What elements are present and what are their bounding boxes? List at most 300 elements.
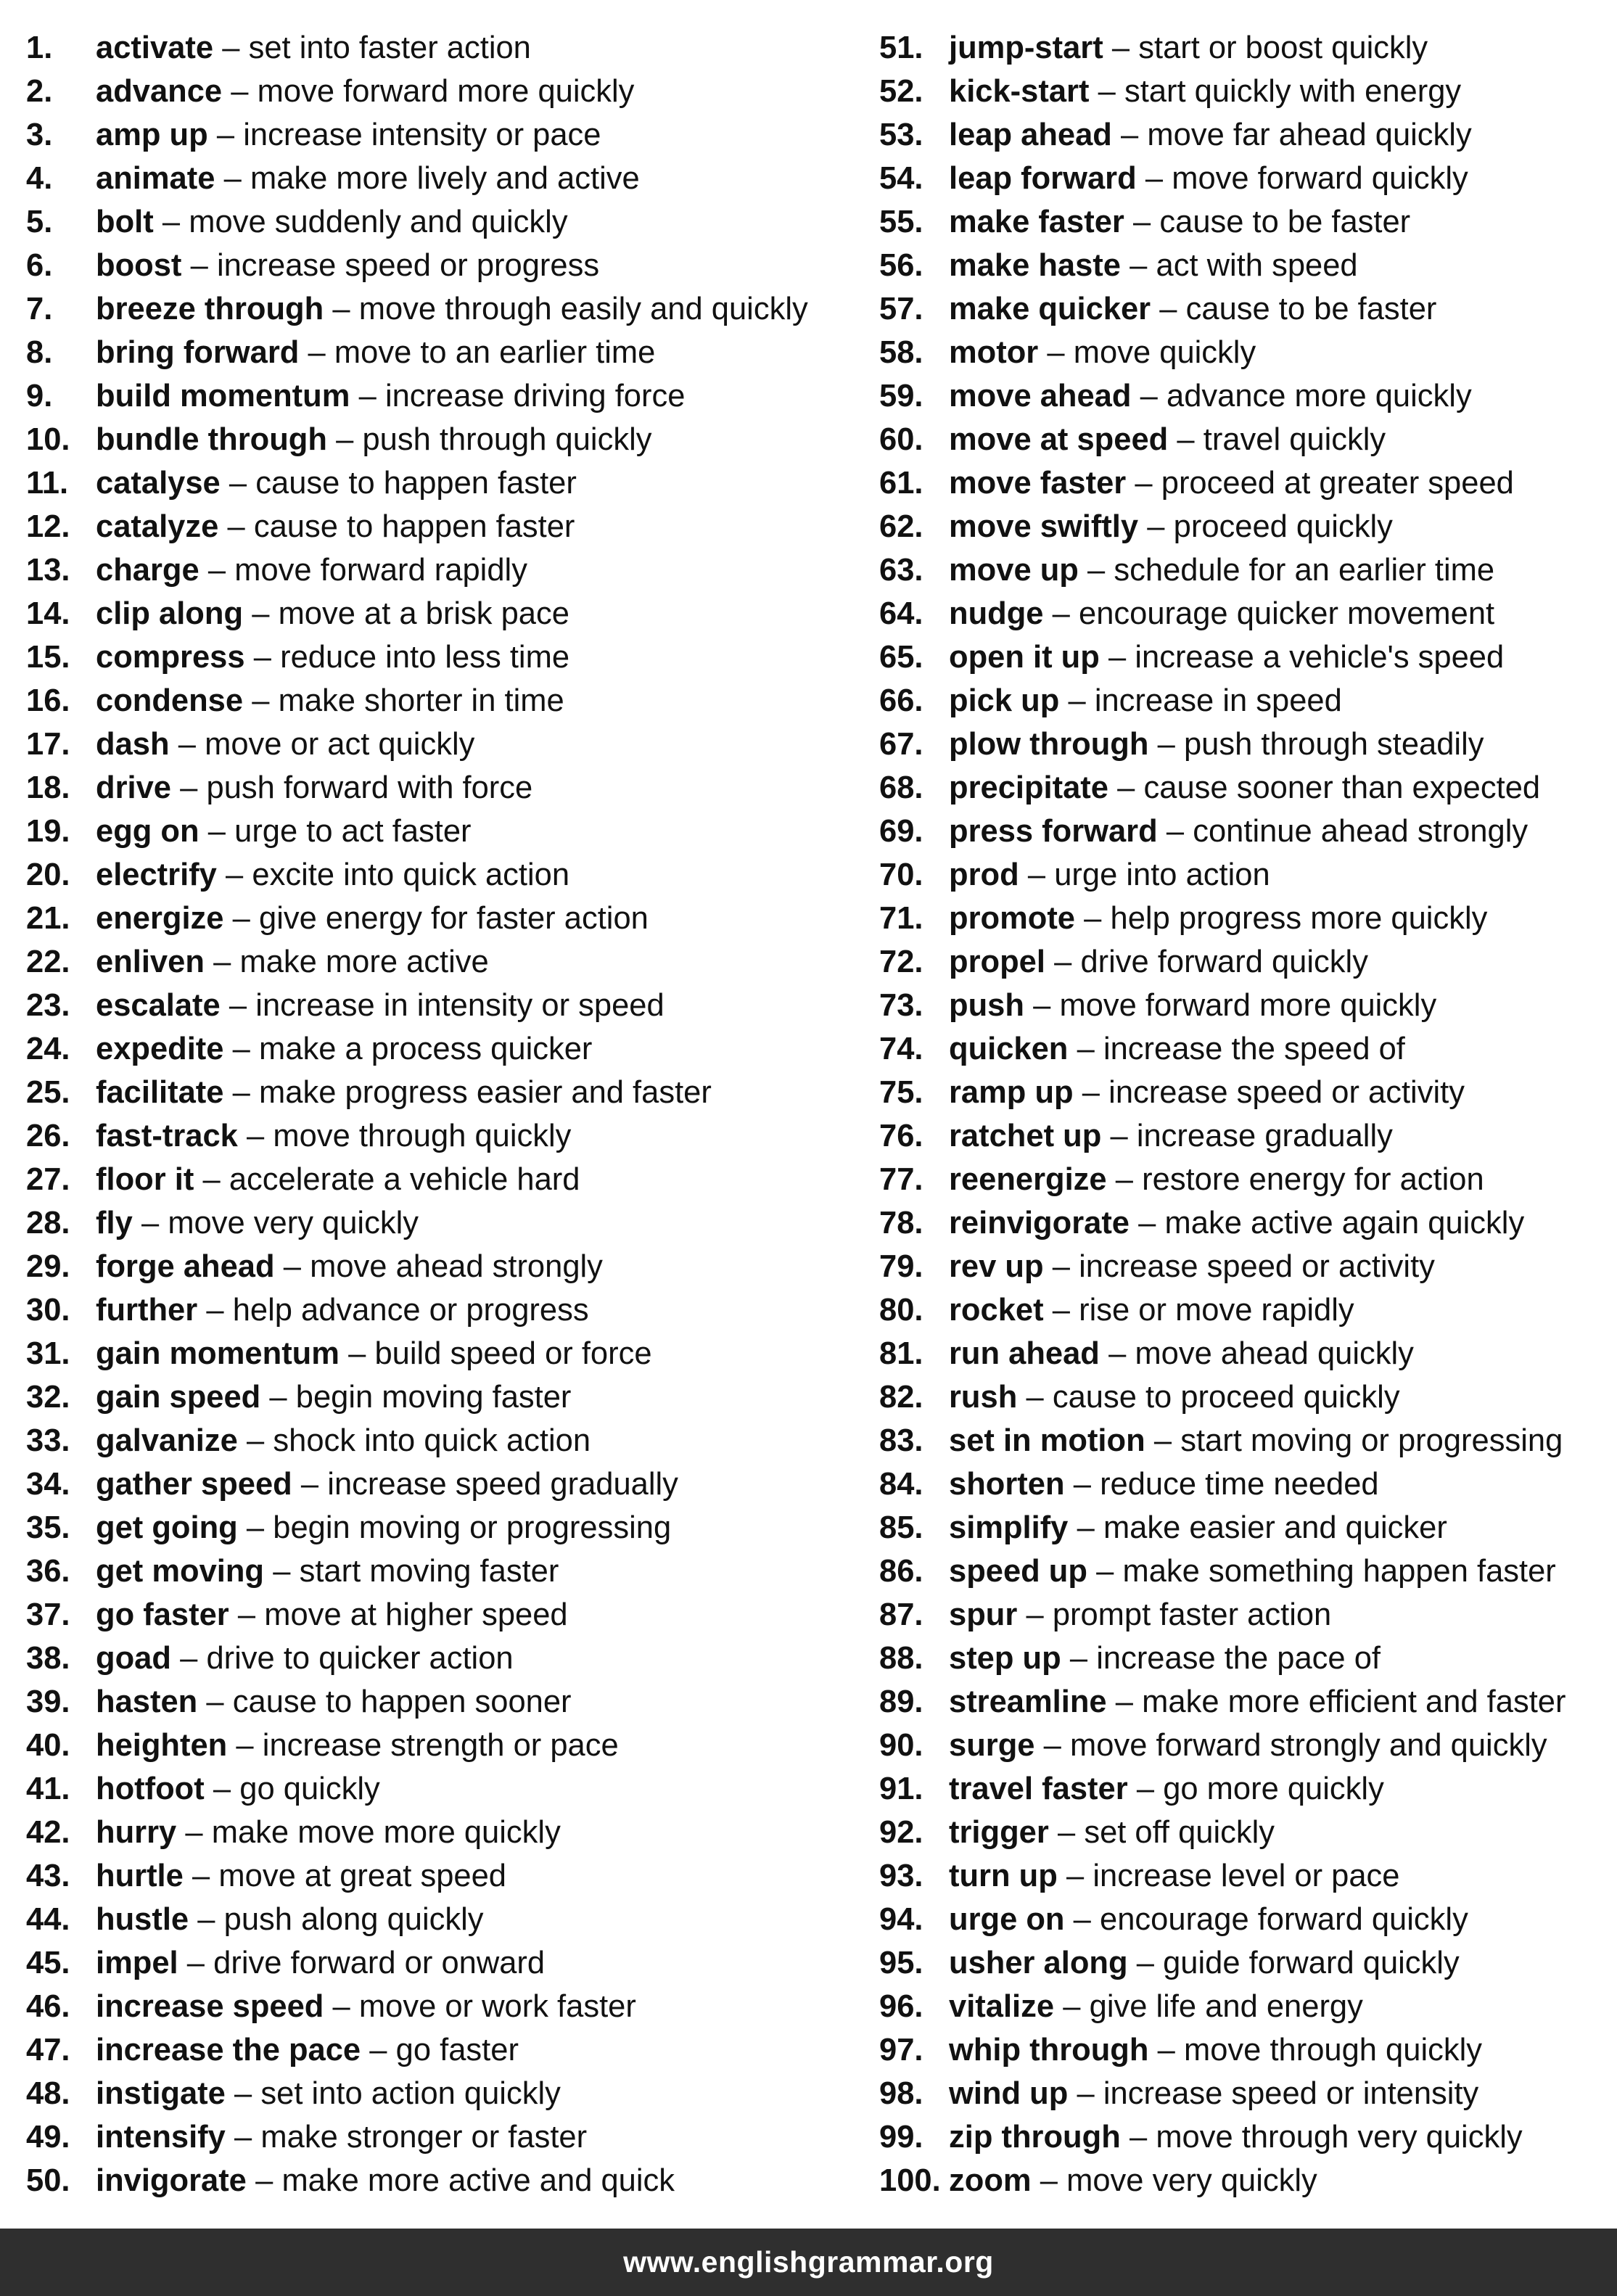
item-number: 65.: [879, 640, 923, 675]
item-definition: increase speed or activity: [1079, 1249, 1435, 1284]
item-dash: –: [1084, 901, 1102, 936]
item-word: escalate: [96, 988, 221, 1023]
item-number: 28.: [26, 1206, 70, 1240]
item-word: egg on: [96, 814, 199, 849]
item-word: nudge: [949, 596, 1044, 631]
item-word: hasten: [96, 1684, 198, 1719]
item-word: move ahead: [949, 379, 1132, 413]
item-definition: move at great speed: [218, 1859, 506, 1893]
item-number: 5.: [26, 205, 53, 239]
item-definition: build speed or force: [374, 1336, 652, 1371]
item-number: 27.: [26, 1162, 70, 1197]
item-word: gain momentum: [96, 1336, 340, 1371]
item-definition: move forward rapidly: [234, 553, 527, 588]
item-dash: –: [1157, 727, 1175, 762]
item-dash: –: [1063, 1989, 1081, 2024]
list-item: [879, 505, 1605, 548]
item-dash: –: [1108, 640, 1127, 675]
item-definition: increase speed or intensity: [1103, 2076, 1479, 2111]
item-number: 74.: [879, 1032, 923, 1066]
item-definition: move very quickly: [168, 1206, 419, 1240]
item-definition: make easier and quicker: [1103, 1510, 1447, 1545]
item-number: 81.: [879, 1336, 923, 1371]
item-dash: –: [180, 770, 198, 805]
list-item: [26, 1680, 860, 1724]
item-number: 16.: [26, 683, 70, 718]
list-item: [879, 1027, 1605, 1071]
list-item: [26, 1419, 860, 1462]
item-word: turn up: [949, 1859, 1058, 1893]
item-number: 87.: [879, 1597, 923, 1632]
item-word: impel: [96, 1946, 178, 1980]
item-number: 37.: [26, 1597, 70, 1632]
item-definition: push forward with force: [206, 770, 533, 805]
list-item: [26, 1724, 860, 1767]
item-definition: drive forward or onward: [213, 1946, 546, 1980]
list-item: [26, 2159, 860, 2202]
item-number: 68.: [879, 770, 923, 805]
list-item: [879, 940, 1605, 984]
item-number: 18.: [26, 770, 70, 805]
item-definition: make stronger or faster: [260, 2120, 588, 2155]
item-number: 48.: [26, 2076, 70, 2111]
item-dash: –: [1110, 1119, 1128, 1153]
item-definition: set off quickly: [1084, 1815, 1275, 1850]
item-definition: move ahead strongly: [310, 1249, 603, 1284]
item-dash: –: [332, 292, 350, 326]
list-item: [26, 1071, 860, 1114]
item-dash: –: [180, 1641, 198, 1676]
item-number: 93.: [879, 1859, 923, 1893]
footer-url[interactable]: www.englishgrammar.org: [623, 2245, 994, 2279]
list-item: [879, 113, 1605, 157]
item-number: 36.: [26, 1554, 70, 1589]
item-dash: –: [207, 553, 226, 588]
list-item: [26, 1245, 860, 1288]
list-item: [879, 1419, 1605, 1462]
item-word: facilitate: [96, 1075, 224, 1110]
item-number: 32.: [26, 1380, 70, 1415]
list-item: [26, 1550, 860, 1593]
item-definition: make more efficient and faster: [1142, 1684, 1566, 1719]
list-item: [879, 679, 1605, 723]
item-word: amp up: [96, 118, 208, 152]
item-number: 20.: [26, 857, 70, 892]
item-number: 23.: [26, 988, 70, 1023]
item-number: 35.: [26, 1510, 70, 1545]
item-number: 90.: [879, 1728, 923, 1763]
item-dash: –: [1140, 379, 1158, 413]
item-number: 70.: [879, 857, 923, 892]
list-item: [26, 984, 860, 1027]
item-number: 44.: [26, 1902, 70, 1937]
item-definition: go more quickly: [1163, 1772, 1384, 1806]
item-word: increase speed: [96, 1989, 324, 2024]
item-word: travel faster: [949, 1772, 1128, 1806]
item-word: condense: [96, 683, 244, 718]
list-item: [879, 157, 1605, 200]
item-definition: increase speed or progress: [216, 248, 600, 283]
list-item: [26, 331, 860, 374]
item-word: plow through: [949, 727, 1149, 762]
item-word: catalyse: [96, 466, 221, 501]
item-dash: –: [1096, 1554, 1114, 1589]
item-number: 78.: [879, 1206, 923, 1240]
item-dash: –: [141, 1206, 160, 1240]
item-definition: make more active: [239, 945, 489, 979]
item-word: hurry: [96, 1815, 177, 1850]
item-dash: –: [206, 1293, 224, 1328]
list-item: [26, 1114, 860, 1158]
item-definition: act with speed: [1156, 248, 1358, 283]
item-number: 98.: [879, 2076, 923, 2111]
word-list-right-column: [879, 26, 1605, 2202]
item-dash: –: [1121, 118, 1139, 152]
item-dash: –: [369, 2033, 387, 2067]
item-definition: move forward strongly and quickly: [1070, 1728, 1547, 1763]
item-word: electrify: [96, 857, 217, 892]
item-dash: –: [186, 1946, 205, 1980]
item-number: 86.: [879, 1554, 923, 1589]
item-definition: cause to happen faster: [255, 466, 577, 501]
item-dash: –: [1111, 30, 1130, 65]
item-dash: –: [1115, 1684, 1133, 1719]
item-dash: –: [247, 1119, 265, 1153]
item-number: 19.: [26, 814, 70, 849]
item-dash: –: [1057, 1815, 1076, 1850]
item-number: 67.: [879, 727, 923, 762]
list-item: [879, 635, 1605, 679]
list-item: [879, 2159, 1605, 2202]
item-number: 69.: [879, 814, 923, 849]
item-word: vitalize: [949, 1989, 1055, 2024]
item-dash: –: [1135, 466, 1153, 501]
item-number: 29.: [26, 1249, 70, 1284]
item-word: hustle: [96, 1902, 189, 1937]
item-definition: move forward quickly: [1172, 161, 1468, 196]
item-word: move faster: [949, 466, 1127, 501]
item-dash: –: [348, 1336, 366, 1371]
item-dash: –: [1108, 1336, 1127, 1371]
list-item: [26, 853, 860, 897]
item-number: 80.: [879, 1293, 923, 1328]
list-item: [26, 1332, 860, 1375]
item-dash: –: [1047, 335, 1065, 370]
list-item: [26, 897, 860, 940]
item-dash: –: [1130, 248, 1148, 283]
item-word: fly: [96, 1206, 133, 1240]
list-item: [879, 331, 1605, 374]
item-word: trigger: [949, 1815, 1049, 1850]
list-item: [879, 810, 1605, 853]
item-number: 40.: [26, 1728, 70, 1763]
item-word: energize: [96, 901, 224, 936]
item-word: activate: [96, 30, 214, 65]
item-definition: start or boost quickly: [1138, 30, 1428, 65]
item-number: 17.: [26, 727, 70, 762]
list-item: [879, 766, 1605, 810]
item-dash: –: [1077, 1510, 1095, 1545]
item-definition: make a process quicker: [259, 1032, 593, 1066]
list-item: [26, 679, 860, 723]
item-definition: make progress easier and faster: [259, 1075, 712, 1110]
item-number: 88.: [879, 1641, 923, 1676]
item-number: 89.: [879, 1684, 923, 1719]
item-dash: –: [1082, 1075, 1100, 1110]
item-number: 25.: [26, 1075, 70, 1110]
item-definition: cause to happen sooner: [232, 1684, 572, 1719]
item-number: 75.: [879, 1075, 923, 1110]
item-number: 3.: [26, 118, 53, 152]
item-number: 33.: [26, 1423, 70, 1458]
item-word: propel: [949, 945, 1045, 979]
item-dash: –: [1073, 1902, 1091, 1937]
item-definition: push through quickly: [362, 422, 652, 457]
item-definition: cause to be faster: [1159, 205, 1411, 239]
item-dash: –: [1115, 1162, 1133, 1197]
item-word: clip along: [96, 596, 244, 631]
item-definition: make active again quickly: [1164, 1206, 1525, 1240]
item-dash: –: [1087, 553, 1106, 588]
list-item: [879, 1941, 1605, 1985]
item-definition: advance more quickly: [1167, 379, 1472, 413]
item-number: 59.: [879, 379, 923, 413]
item-definition: move through quickly: [273, 1119, 572, 1153]
item-number: 61.: [879, 466, 923, 501]
item-number: 57.: [879, 292, 923, 326]
item-number: 100.: [879, 2163, 941, 2198]
item-word: drive: [96, 770, 171, 805]
item-definition: drive to quicker action: [206, 1641, 514, 1676]
item-definition: increase speed or activity: [1108, 1075, 1465, 1110]
item-word: run ahead: [949, 1336, 1100, 1371]
item-definition: proceed quickly: [1173, 509, 1393, 544]
list-item: [26, 244, 860, 287]
list-item: [879, 461, 1605, 505]
list-item: [879, 1985, 1605, 2028]
item-word: animate: [96, 161, 215, 196]
list-item: [879, 287, 1605, 331]
item-word: make quicker: [949, 292, 1151, 326]
list-item: [879, 1201, 1605, 1245]
item-definition: increase driving force: [384, 379, 686, 413]
item-dash: –: [358, 379, 377, 413]
item-number: 26.: [26, 1119, 70, 1153]
list-item: [879, 1245, 1605, 1288]
item-word: fast-track: [96, 1119, 238, 1153]
item-word: dash: [96, 727, 170, 762]
item-number: 82.: [879, 1380, 923, 1415]
item-definition: move ahead quickly: [1135, 1336, 1414, 1371]
footer-bar: [0, 2229, 1617, 2296]
item-definition: urge into action: [1054, 857, 1270, 892]
list-item: [26, 157, 860, 200]
item-dash: –: [1166, 814, 1185, 849]
item-definition: move or work faster: [358, 1989, 636, 2024]
item-definition: go quickly: [239, 1772, 380, 1806]
list-item: [879, 853, 1605, 897]
item-dash: –: [246, 1510, 265, 1545]
item-number: 31.: [26, 1336, 70, 1371]
item-dash: –: [1138, 1206, 1156, 1240]
item-dash: –: [202, 1162, 221, 1197]
item-dash: –: [1066, 1859, 1085, 1893]
item-number: 4.: [26, 161, 53, 196]
item-dash: –: [308, 335, 326, 370]
item-word: press forward: [949, 814, 1158, 849]
list-item: [879, 1854, 1605, 1898]
list-item: [26, 113, 860, 157]
item-dash: –: [229, 466, 247, 501]
item-definition: increase the pace of: [1096, 1641, 1381, 1676]
list-item: [879, 200, 1605, 244]
list-item: [26, 418, 860, 461]
item-definition: begin moving or progressing: [273, 1510, 672, 1545]
item-definition: move through quickly: [1183, 2033, 1483, 2067]
item-number: 66.: [879, 683, 923, 718]
item-word: ramp up: [949, 1075, 1074, 1110]
item-dash: –: [231, 74, 249, 109]
item-dash: –: [283, 1249, 301, 1284]
item-definition: move forward more quickly: [1059, 988, 1437, 1023]
item-dash: –: [232, 901, 250, 936]
item-dash: –: [1073, 1467, 1091, 1502]
item-dash: –: [300, 1467, 319, 1502]
item-word: leap forward: [949, 161, 1137, 196]
item-definition: drive forward quickly: [1080, 945, 1368, 979]
item-word: compress: [96, 640, 245, 675]
item-definition: increase gradually: [1136, 1119, 1393, 1153]
list-item: [879, 723, 1605, 766]
list-item: [26, 461, 860, 505]
list-item: [26, 374, 860, 418]
item-number: 58.: [879, 335, 923, 370]
item-definition: increase speed gradually: [327, 1467, 678, 1502]
list-item: [879, 1811, 1605, 1854]
item-dash: –: [1157, 2033, 1175, 2067]
item-dash: –: [216, 118, 235, 152]
item-word: pick up: [949, 683, 1060, 718]
list-item: [879, 1114, 1605, 1158]
item-dash: –: [1040, 2163, 1058, 2198]
item-definition: start moving or progressing: [1180, 1423, 1563, 1458]
item-dash: –: [213, 1772, 231, 1806]
item-number: 8.: [26, 335, 53, 370]
item-dash: –: [226, 857, 244, 892]
item-number: 73.: [879, 988, 923, 1023]
item-number: 64.: [879, 596, 923, 631]
item-definition: give life and energy: [1089, 1989, 1363, 2024]
item-number: 43.: [26, 1859, 70, 1893]
list-item: [26, 1027, 860, 1071]
item-definition: cause to happen faster: [253, 509, 575, 544]
item-dash: –: [1052, 1249, 1070, 1284]
item-dash: –: [1098, 74, 1116, 109]
item-dash: –: [162, 205, 181, 239]
list-item: [26, 505, 860, 548]
item-definition: go faster: [395, 2033, 519, 2067]
list-item: [26, 1854, 860, 1898]
item-word: quicken: [949, 1032, 1069, 1066]
list-item: [26, 723, 860, 766]
item-number: 72.: [879, 945, 923, 979]
item-dash: –: [269, 1380, 287, 1415]
item-word: reinvigorate: [949, 1206, 1130, 1240]
item-dash: –: [192, 1859, 210, 1893]
item-dash: –: [227, 509, 245, 544]
item-definition: rise or move rapidly: [1079, 1293, 1354, 1328]
item-dash: –: [1136, 1772, 1155, 1806]
item-word: move swiftly: [949, 509, 1139, 544]
list-item: [879, 1898, 1605, 1941]
item-number: 13.: [26, 553, 70, 588]
item-definition: increase a vehicle's speed: [1135, 640, 1505, 675]
item-definition: set into action quickly: [260, 2076, 561, 2111]
item-number: 77.: [879, 1162, 923, 1197]
item-word: surge: [949, 1728, 1035, 1763]
item-definition: start moving faster: [299, 1554, 559, 1589]
item-number: 12.: [26, 509, 70, 544]
item-word: hurtle: [96, 1859, 184, 1893]
list-item: [26, 1898, 860, 1941]
item-word: speed up: [949, 1554, 1087, 1589]
item-number: 71.: [879, 901, 923, 936]
list-item: [26, 1941, 860, 1985]
item-dash: –: [1026, 1380, 1044, 1415]
item-word: make faster: [949, 205, 1124, 239]
item-number: 24.: [26, 1032, 70, 1066]
list-item: [26, 548, 860, 592]
item-word: hotfoot: [96, 1772, 205, 1806]
item-dash: –: [252, 683, 270, 718]
item-word: gather speed: [96, 1467, 292, 1502]
item-dash: –: [197, 1902, 215, 1937]
item-number: 6.: [26, 248, 53, 283]
item-word: boost: [96, 248, 182, 283]
item-word: promote: [949, 901, 1075, 936]
item-word: zip through: [949, 2120, 1121, 2155]
item-word: gain speed: [96, 1380, 261, 1415]
item-word: make haste: [949, 248, 1121, 283]
item-word: spur: [949, 1597, 1018, 1632]
item-number: 22.: [26, 945, 70, 979]
item-dash: –: [252, 596, 270, 631]
item-definition: cause to proceed quickly: [1052, 1380, 1400, 1415]
item-word: rev up: [949, 1249, 1044, 1284]
list-item: [879, 1158, 1605, 1201]
item-dash: –: [1145, 161, 1164, 196]
item-dash: –: [178, 727, 196, 762]
item-word: whip through: [949, 2033, 1149, 2067]
list-item: [26, 26, 860, 70]
item-definition: move through very quickly: [1156, 2120, 1523, 2155]
list-item: [879, 1680, 1605, 1724]
list-item: [26, 1985, 860, 2028]
item-dash: –: [1027, 857, 1046, 892]
list-item: [26, 1506, 860, 1550]
item-definition: reduce time needed: [1100, 1467, 1379, 1502]
item-word: usher along: [949, 1946, 1128, 1980]
list-item: [879, 1767, 1605, 1811]
item-definition: guide forward quickly: [1163, 1946, 1460, 1980]
item-dash: –: [207, 814, 226, 849]
list-item: [879, 244, 1605, 287]
list-item: [26, 766, 860, 810]
item-word: simplify: [949, 1510, 1069, 1545]
item-dash: –: [1129, 2120, 1148, 2155]
item-number: 76.: [879, 1119, 923, 1153]
item-word: heighten: [96, 1728, 228, 1763]
